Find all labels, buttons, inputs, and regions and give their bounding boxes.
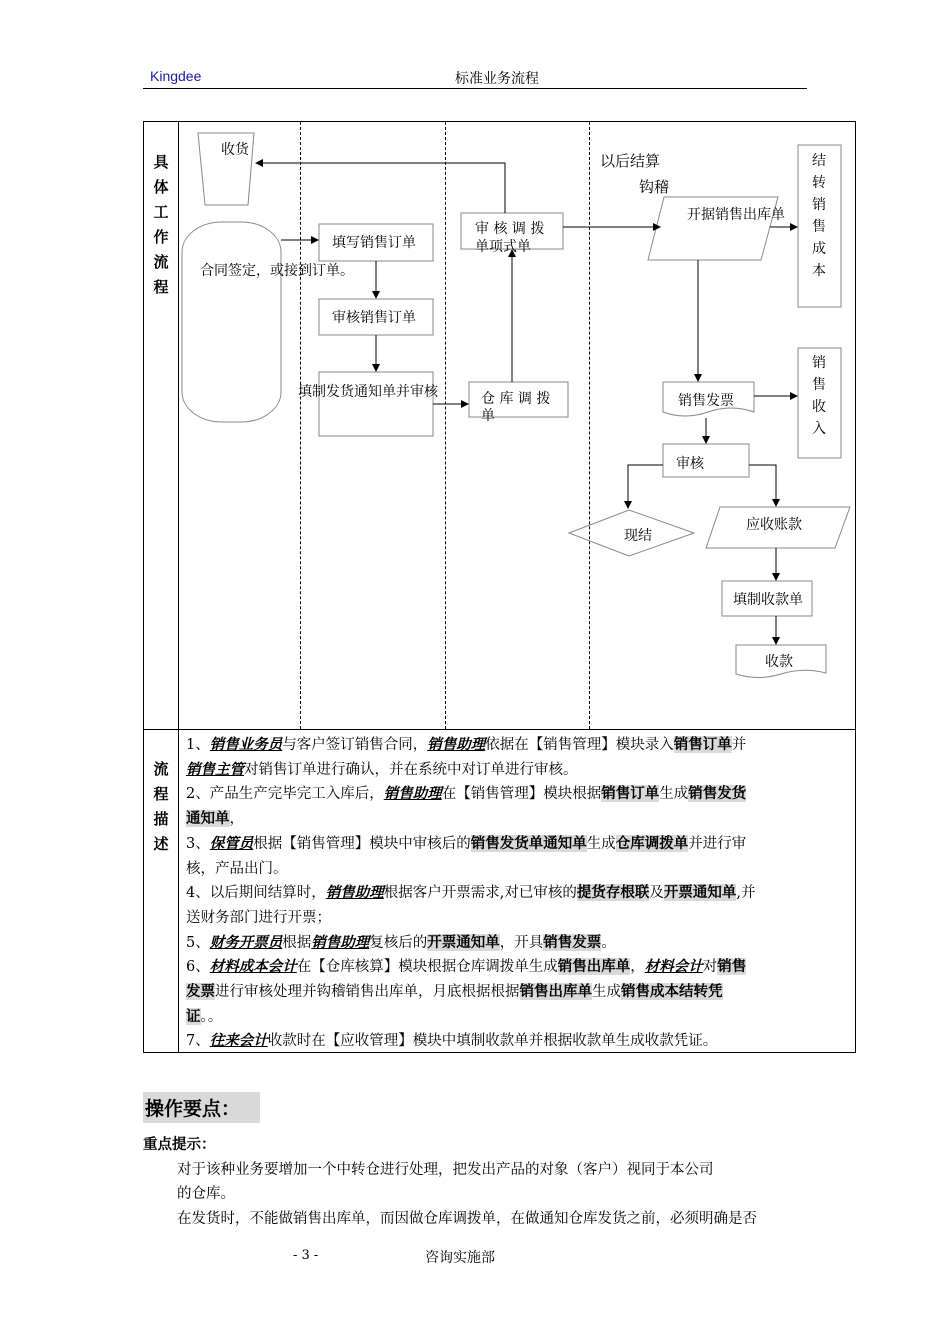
cash-label: 现结 <box>624 528 652 544</box>
receive-label: 收货 <box>221 142 249 158</box>
role: 财务开票员 <box>209 933 283 951</box>
highlight: 销售出库单 <box>557 958 631 976</box>
char: 结 <box>812 153 826 169</box>
text: 生成 <box>592 984 621 1001</box>
header-title: 标准业务流程 <box>455 71 539 87</box>
desc-line-3 <box>186 832 852 857</box>
label-char: 描 <box>153 810 169 828</box>
role: 材料会计 <box>644 958 703 976</box>
text: 与客户签订销售合同， <box>282 737 428 753</box>
invoice-label: 销售发票 <box>678 393 734 409</box>
audit-label: 审核 <box>676 456 704 472</box>
desc-line-1b <box>186 758 852 783</box>
outbound-label: 开据销售出库单 <box>687 207 785 223</box>
contract-node <box>182 222 281 422</box>
text: 收款时在【应收管理】模块中填制收款单并根据收款单生成收款凭证。 <box>267 1033 718 1050</box>
key-point-2: 在发货时，不能做销售出库单，而因做仓库调拨单，在做通知仓库发货之前，必须明确是否 <box>177 1211 757 1227</box>
hook-label: 钩稽 <box>639 178 670 196</box>
process-description <box>186 733 852 1054</box>
highlight: 销售发货 <box>688 785 747 803</box>
char: 售 <box>812 377 826 393</box>
text: 6、 <box>186 959 210 976</box>
label-char: 程 <box>153 785 169 803</box>
text: 在【仓库核算】模块根据仓库调拨单生成 <box>296 959 558 976</box>
text: 1、 <box>186 737 210 753</box>
char: 销 <box>812 197 826 213</box>
highlight: 提货存根联 <box>576 884 650 902</box>
text: 对销售订单进行确认，并在系统中对订单进行审核。 <box>244 761 578 778</box>
role: 往来会计 <box>209 1032 268 1050</box>
fill-receipt-label: 填制收款单 <box>733 592 803 608</box>
text: 生成 <box>659 786 689 803</box>
highlight: 通知单 <box>186 810 230 828</box>
char: 本 <box>812 263 826 279</box>
text: 并 <box>731 737 747 753</box>
key-point-1a: 对于该种业务要增加一个中转仓进行处理，把发出产品的对象（客户）视同于本公司 <box>177 1162 714 1178</box>
desc-line-5 <box>186 931 852 956</box>
highlight: 销售订单 <box>673 736 732 753</box>
text: 送财务部门进行开票； <box>186 909 331 926</box>
warehouse-label-2: 单 <box>481 408 495 424</box>
text: 根据【销售管理】模块中审核后的 <box>253 835 471 852</box>
text: 4、以后期间结算时， <box>186 885 326 902</box>
text: 5、 <box>186 934 210 951</box>
text: 复核后的 <box>369 934 428 951</box>
label-char: 具 <box>153 153 169 171</box>
text: ，开具 <box>499 934 544 951</box>
key-points-title: 重点提示： <box>143 1136 216 1153</box>
settle-label: 以后结算 <box>600 152 661 170</box>
char: 转 <box>812 175 826 191</box>
text: 2、产品生产完毕完工入库后， <box>186 786 384 803</box>
carry-cost-label <box>811 150 827 282</box>
desc-line-2 <box>186 782 852 807</box>
label-char: 程 <box>153 278 169 296</box>
desc-line-6b <box>186 980 852 1005</box>
text: 进行审核处理并钩稽销售出库单，月底根据根据 <box>215 984 520 1001</box>
role: 销售业务员 <box>209 736 283 753</box>
fill-order-label: 填写销售订单 <box>332 235 416 251</box>
highlight: 开票通知单 <box>663 884 737 902</box>
footer-department: 咨询实施部 <box>425 1250 495 1266</box>
role: 销售助理 <box>325 884 384 902</box>
label-char: 体 <box>153 178 169 196</box>
text: 根据客户开票需求,对已审核的 <box>383 885 577 902</box>
revenue-label <box>811 352 827 440</box>
fill-notice-label: 填制发货通知单并审核 <box>298 384 438 400</box>
highlight: 销售发货单通知单 <box>470 834 587 852</box>
text: ， <box>229 811 244 828</box>
text: 依据在【销售管理】模块录入 <box>485 737 674 753</box>
row-label-description <box>153 757 169 857</box>
desc-line-7 <box>186 1029 852 1054</box>
label-char: 述 <box>153 835 169 853</box>
text: ,并 <box>736 885 756 902</box>
highlight: 销售订单 <box>601 785 660 803</box>
text: 在【销售管理】模块根据 <box>441 786 602 803</box>
header-company: Kingdee <box>150 68 202 84</box>
arrow-audit-receivable <box>749 465 776 506</box>
role: 销售主管 <box>186 760 244 778</box>
char: 成 <box>812 241 826 257</box>
desc-line-4 <box>186 881 852 906</box>
desc-line-6 <box>186 955 852 980</box>
desc-line-1 <box>186 733 852 758</box>
highlight: 销售出库单 <box>519 983 592 1001</box>
contract-label: 合同签定，或接到订单。 <box>200 263 354 279</box>
page-number: - 3 - <box>293 1248 319 1263</box>
highlight: 发票 <box>186 983 215 1001</box>
label-char: 流 <box>153 760 169 778</box>
role: 材料成本会计 <box>209 958 297 976</box>
char: 销 <box>812 355 826 371</box>
arrow-transfer-receive <box>256 163 505 213</box>
highlight: 销售成本结转凭 <box>621 983 723 1001</box>
char: 入 <box>812 421 826 437</box>
text: 根据 <box>282 934 312 951</box>
char: 售 <box>812 219 826 235</box>
desc-line-3b <box>186 857 852 882</box>
role: 销售助理 <box>311 933 370 951</box>
collect-label: 收款 <box>765 654 793 670</box>
role: 销售助理 <box>427 736 486 753</box>
desc-line-6c <box>186 1005 852 1030</box>
text: 7、 <box>186 1033 210 1050</box>
text: 。。 <box>200 1008 223 1025</box>
text: 及 <box>649 885 664 902</box>
highlight: 证 <box>186 1007 201 1025</box>
text: 生成 <box>586 835 616 852</box>
text: 。 <box>601 934 616 951</box>
highlight: 开票通知单 <box>427 933 500 951</box>
role: 销售助理 <box>383 785 442 803</box>
highlight: 销售发票 <box>543 933 602 951</box>
role: 保管员 <box>209 834 254 852</box>
desc-line-4b <box>186 906 852 931</box>
label-char: 流 <box>153 253 169 271</box>
desc-line-2b <box>186 807 852 832</box>
audit-transfer-label-1: 审 核 调 拨 <box>475 221 545 237</box>
audit-order-label: 审核销售订单 <box>332 310 416 326</box>
receivable-label: 应收账款 <box>746 517 802 533</box>
audit-transfer-label-2: 单项式单 <box>475 239 531 255</box>
highlight: 销售 <box>717 958 747 976</box>
text: 并进行审 <box>688 835 747 852</box>
label-char: 作 <box>153 228 169 246</box>
char: 收 <box>812 399 826 415</box>
text: 3、 <box>186 835 210 852</box>
ops-title: 操作要点： <box>143 1092 260 1123</box>
text: 对 <box>702 959 718 976</box>
text: ， <box>630 959 645 976</box>
highlight: 仓库调拨单 <box>615 834 689 852</box>
key-point-1b: 的仓库。 <box>177 1186 235 1202</box>
warehouse-label-1: 仓 库 调 拨 <box>481 391 551 407</box>
label-char: 工 <box>153 203 169 221</box>
arrow-audit-cash <box>628 465 663 508</box>
text: 核，产品出门。 <box>186 860 288 877</box>
